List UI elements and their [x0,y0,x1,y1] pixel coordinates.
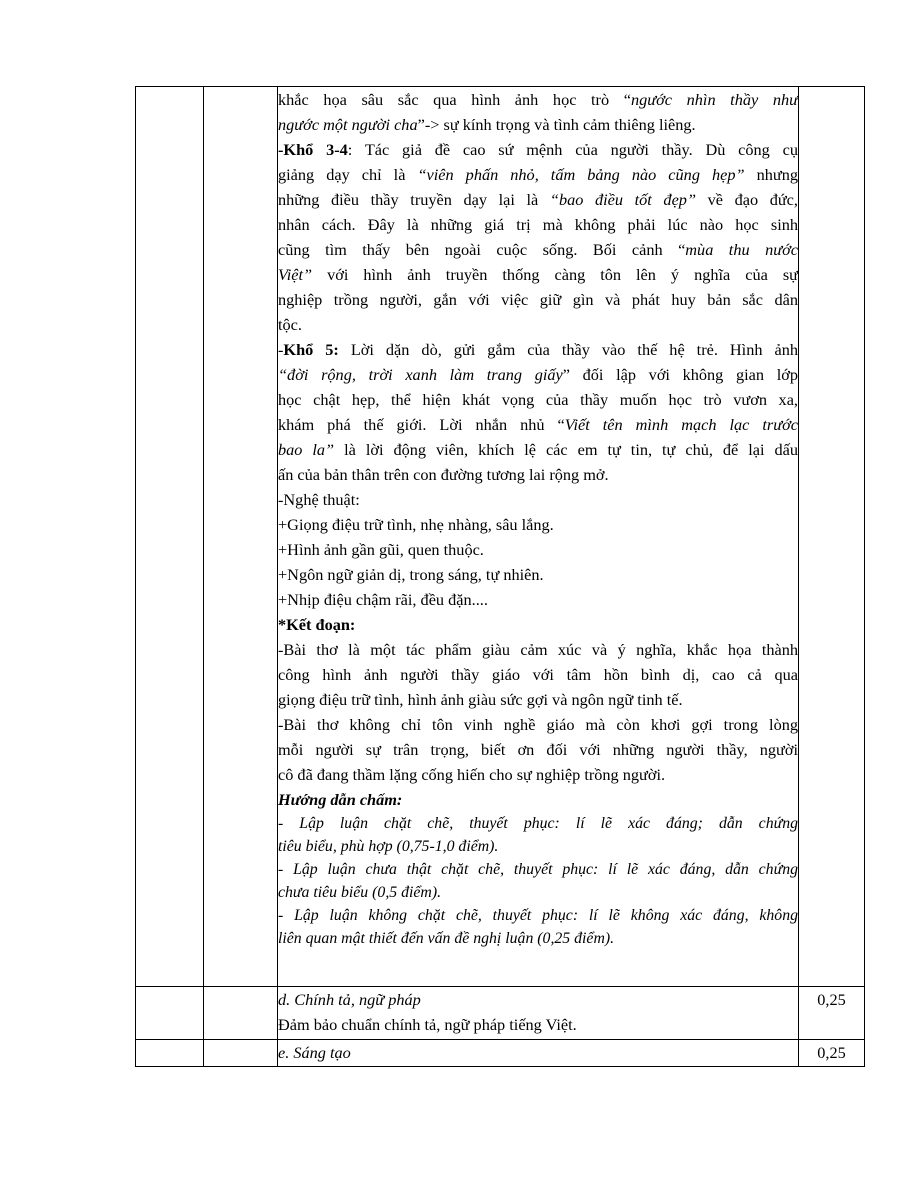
content-cell [278,1040,799,1067]
text-line: ấn của bản thân trên con đường tương lai rộng mở. [278,465,609,484]
text-line: bao la” là lời động viên, khích lệ các em tự tin, tự chủ, để lại dấu [278,440,798,459]
table-row [136,87,865,987]
text-line: nghiệp trồng người, gắn với việc giữ gìn và phát huy bản sắc dân [278,290,798,309]
kho-5-line: -Khổ 5: Lời dặn dò, gửi gắm của thầy vào thế hệ trẻ. Hình ảnh [278,340,798,359]
text-line: Việt” với hình ảnh truyền thống càng tôn lên ý nghĩa của sự [278,265,798,284]
text-line: ngước một người cha”-> sự kính trọng và tình cảm thiêng liêng. [278,115,696,134]
ket-doan-heading: *Kết đoạn: [278,615,356,634]
question-cell [136,987,204,1040]
text-line: khám phá thế giới. Lời nhắn nhủ “Viết tên mình mạch lạc trước [278,415,798,434]
text-line: “đời rộng, trời xanh làm trang giấy” đối lập với không gian lớp [278,365,798,384]
content-cell [278,87,799,987]
list-item: +Ngôn ngữ giản dị, trong sáng, tự nhiên. [278,565,544,584]
part-cell [204,987,278,1040]
table-row [136,987,865,1040]
list-item: +Giọng điệu trữ tình, nhẹ nhàng, sâu lắng. [278,515,554,534]
text-line: công hình ảnh người thầy giáo với tâm hồn bình dị, cao cả qua [278,665,798,684]
score-value: 0,25 [799,987,865,1040]
score-value: 0,25 [799,1040,865,1067]
text-line: học chật hẹp, thể hiện khát vọng của thầy muốn học trò vươn xa, [278,390,798,409]
part-cell [204,1040,278,1067]
table-row [136,1040,865,1067]
text-line: - Lập luận không chặt chẽ, thuyết phục: lí lẽ không xác đáng, không [278,907,798,924]
list-item: +Nhịp điệu chậm rãi, đều đặn.... [278,590,488,609]
list-item: +Hình ảnh gần gũi, quen thuộc. [278,540,484,559]
text-line: tộc. [278,315,302,334]
kho-3-4-line: -Khổ 3-4: Tác giả đề cao sứ mệnh của người thầy. Dù công cụ [278,140,798,159]
text-line: -Bài thơ là một tác phẩm giàu cảm xúc và ý nghĩa, khắc họa thành [278,640,798,659]
text-line: - Lập luận chưa thật chặt chẽ, thuyết phục: lí lẽ xác đáng, dẫn chứng [278,861,798,878]
text-line: liên quan mật thiết đến vấn đề nghị luận (0,25 điểm). [278,930,615,947]
text-line: những điều thầy truyền dạy lại là “bao điều tốt đẹp” về đạo đức, [278,190,798,209]
text-line: cũng tìm thấy bên ngoài cuộc sống. Bối cảnh “mùa thu nước [278,240,799,259]
text-line: - Lập luận chặt chẽ, thuyết phục: lí lẽ xác đáng; dẫn chứng [278,815,798,832]
criterion-title: e. Sáng tạo [278,1043,351,1062]
art-heading: -Nghệ thuật: [278,490,360,509]
text-line: giọng điệu trữ tình, hình ảnh giàu sức gợi và ngôn ngữ tinh tế. [278,690,683,709]
grading-heading: Hướng dẫn chấm: [278,790,403,809]
text-line: chưa tiêu biểu (0,5 điểm). [278,884,442,901]
text-line: mỗi người sự trân trọng, biết ơn đối với những người thầy, người [278,740,798,759]
text-line: cô đã đang thầm lặng cống hiến cho sự nghiệp trồng người. [278,765,666,784]
text-line: tiêu biểu, phù hợp (0,75-1,0 điểm). [278,838,499,855]
criterion-text: Đảm bảo chuẩn chính tả, ngữ pháp tiếng Việt. [278,1015,577,1034]
text-line: giảng dạy chỉ là “viên phấn nhỏ, tấm bảng nào cũng hẹp” nhưng [278,165,798,184]
text-line: -Bài thơ không chỉ tôn vinh nghề giáo mà còn khơi gợi trong lòng [278,715,798,734]
score-cell [799,87,865,987]
question-cell [136,87,204,987]
text-line: nhân cách. Đây là những giá trị mà không phải lúc nào học sinh [278,215,798,234]
criterion-title: d. Chính tả, ngữ pháp [278,990,421,1009]
kho-5-label: Khổ 5: [283,340,339,359]
part-cell [204,87,278,987]
kho-3-4-label: -Khổ 3-4 [278,140,348,159]
text-line: khắc họa sâu sắc qua hình ảnh học trò “ngước nhìn thầy như [278,90,798,109]
grading-table [135,86,865,1067]
content-cell [278,987,799,1040]
question-cell [136,1040,204,1067]
